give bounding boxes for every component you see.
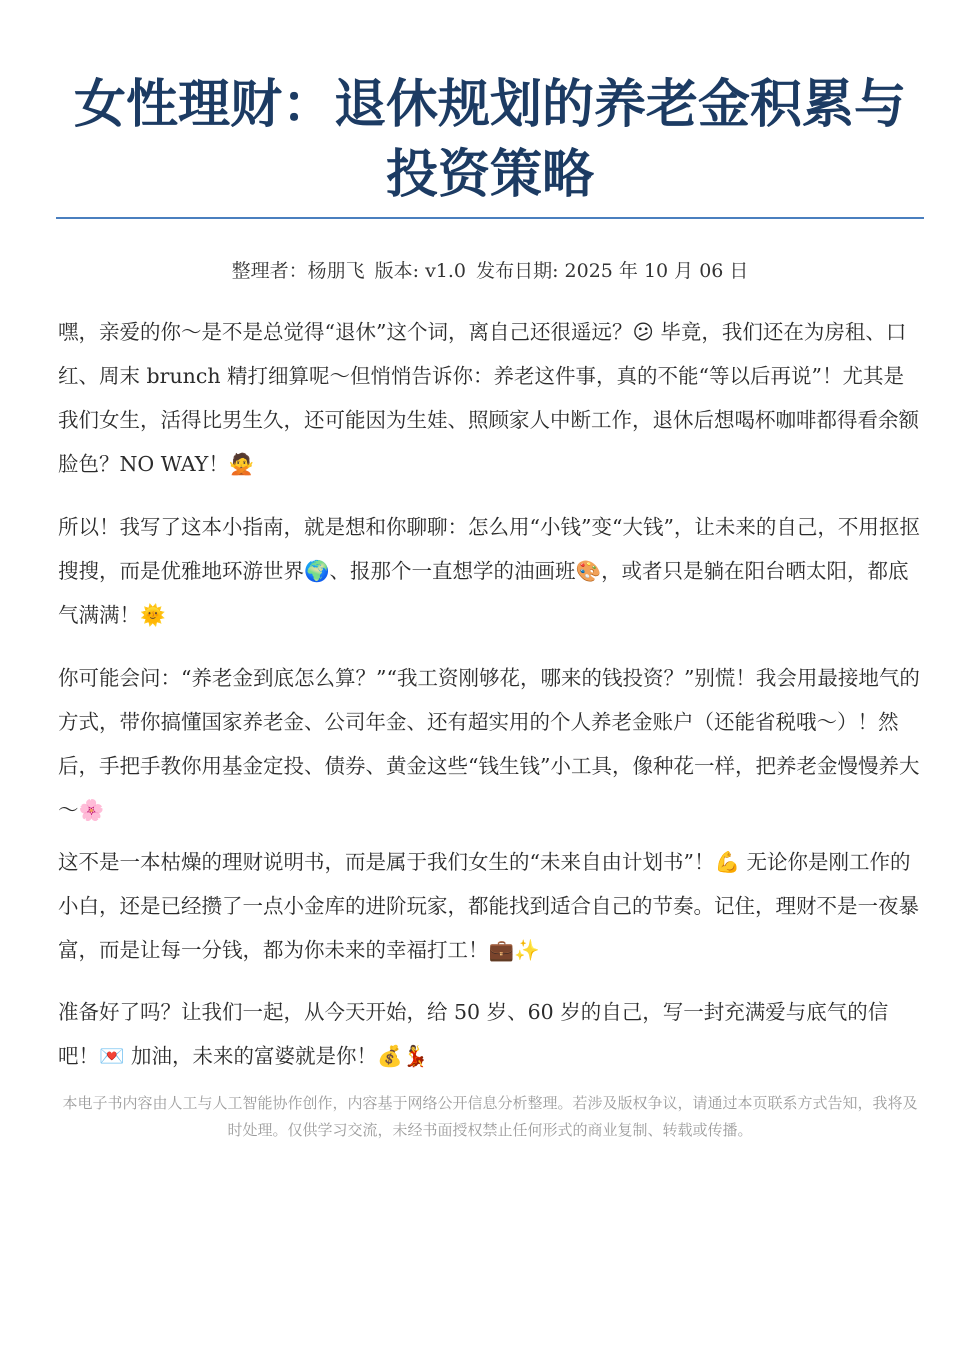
version-label: 版本: v1.0 [374, 260, 467, 282]
intro-paragraph-3 [58, 656, 920, 832]
intro-paragraph-1 [58, 310, 920, 486]
briefcase-sparkles-icon: 💼✨ [488, 938, 540, 962]
document-meta [56, 256, 924, 283]
paragraph-text: 准备好了吗？让我们一起，从今天开始，给 50 岁、60 岁的自己，写一封充满爱与底气的信吧！ [58, 1000, 889, 1068]
money-bag-dancer-icon: 💰💃 [377, 1044, 429, 1068]
paragraph-text: 嘿，亲爱的你～是不是总觉得“退休”这个词，离自己还很遥远？ [58, 320, 633, 344]
palette-icon: 🎨 [575, 559, 602, 583]
compiler-label: 整理者：杨朋飞 [231, 260, 365, 282]
paragraph-text: 加油，未来的富婆就是你！ [124, 1044, 378, 1068]
paragraph-text: ，或者只是躺在阳台晒太阳，都底气满满！ [58, 559, 909, 627]
gesturing-no-icon: 🙅 [228, 452, 255, 476]
intro-paragraph-4 [58, 840, 920, 972]
document-title: 女性理财：退休规划的养老金积累与投资策略 [73, 75, 906, 205]
publish-date: 发布日期: 2025 年 10 月 06 日 [476, 260, 749, 282]
love-letter-icon: 💌 [99, 1044, 125, 1068]
copyright-notice: 本电子书内容由人工与人工智能协作创作，内容基于网络公开信息分析整理。若涉及版权争议，请通过本页联系方式告知，我将及时处理。仅供学习交流，未经书面授权禁止任何形式的商业复制、转载或传播。 [62, 1094, 918, 1139]
globe-icon: 🌍 [304, 559, 330, 583]
sun-icon: 🌞 [140, 603, 166, 627]
flexed-biceps-icon: 💪 [714, 850, 740, 874]
paragraph-text: 你可能会问：“养老金到底怎么算？”“我工资刚够花，哪来的钱投资？”别慌！我会用最接地气的方式，带你搞懂国家养老金、公司年金、还有超实用的个人养老金账户（还能省税哦～）！然后，手把手教你用基金定投、债券、黄金这些“钱生钱”小工具，像种花一样，把养老金慢慢养大～ [58, 666, 920, 822]
paragraph-text: 所以！我写了这本小指南，就是想和你聊聊：怎么用“小钱”变“大钱”，让未来的自己，不用抠抠搜搜，而是优雅地环游世界 [58, 515, 920, 583]
title-divider [56, 217, 924, 219]
intro-paragraph-2 [58, 505, 920, 637]
paragraph-text: 这不是一本枯燥的理财说明书，而是属于我们女生的“未来自由计划书”！ [58, 850, 715, 874]
intro-paragraph-5 [58, 990, 920, 1078]
blossom-icon: 🌸 [78, 798, 105, 822]
confused-face-icon: 😕 [632, 320, 654, 344]
paragraph-text: 无论你是刚工作的小白，还是已经攒了一点小金库的进阶玩家，都能找到适合自己的节奏。记住，理财不是一夜暴富，而是让每一分钱，都为你未来的幸福打工！ [58, 850, 919, 962]
paragraph-text: 、报那个一直想学的油画班 [329, 559, 576, 583]
paragraph-text: 毕竟，我们还在为房租、口红、周末 brunch 精打细算呢～但悄悄告诉你：养老这件事，真的不能“等以后再说”！尤其是我们女生，活得比男生久，还可能因为生娃、照顾家人中断工作，退休后想喝杯咖啡都得看余额脸色？NO WAY！ [58, 320, 919, 476]
